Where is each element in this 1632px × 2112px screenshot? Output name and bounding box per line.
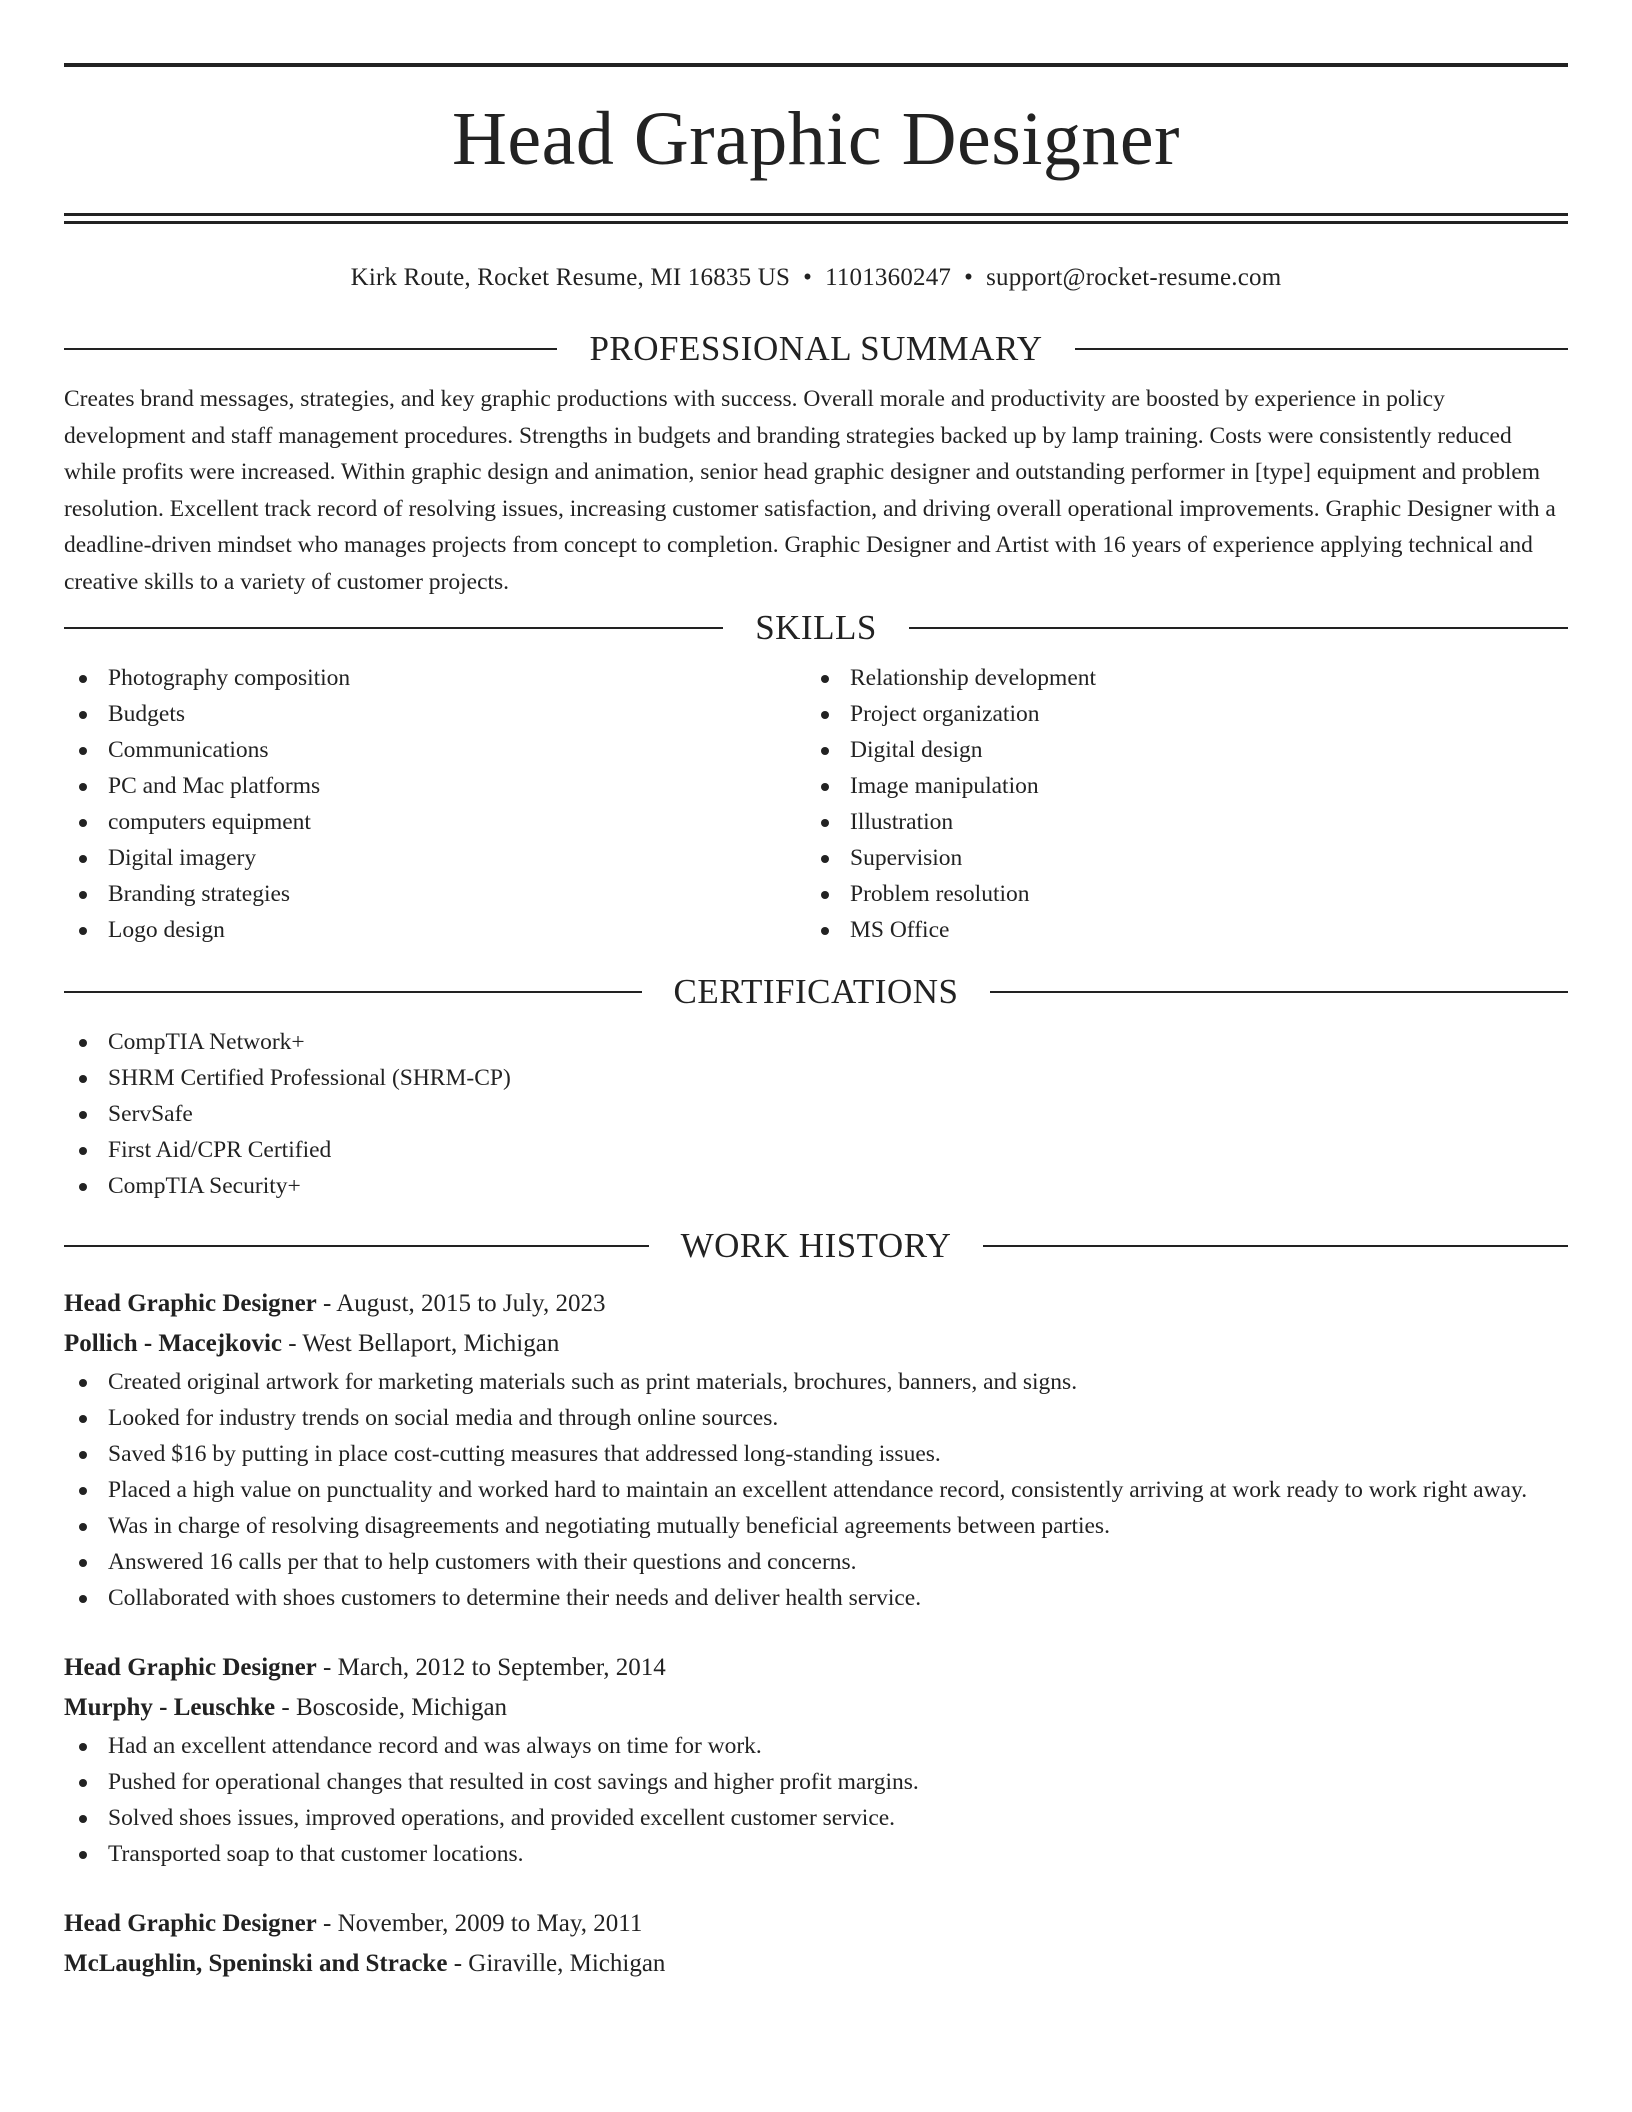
summary-text: Creates brand messages, strategies, and key graphic productions with success. Overall morale and productivity are boosted by experience in policy development and staff management procedures. Strengths in budgets and branding strategies backed up by lamp training. Costs were consistently reduced while profits were increased. Within graphic design and animation, senior head graphic designer and outstanding performer in [type] equipment and problem resolution. Excellent track record of resolving issues, increasing customer satisfaction, and driving overall operational improvements. Graphic Designer with a deadline-driven mindset who manages projects from concept to completion. Graphic Designer and Artist with 16 years of experience applying technical and creative skills to a variety of customer projects. (64, 386, 1556, 595)
skills-list-right (806, 660, 1548, 948)
section-title: SKILLS (755, 608, 877, 647)
contact-separator: • (803, 264, 813, 291)
duty-item: Answered 16 calls per that to help customers with their questions and concerns. (64, 1544, 1568, 1580)
duty-item: Collaborated with shoes customers to determine their needs and deliver health service. (64, 1580, 1568, 1616)
job-company-line (64, 1324, 1568, 1364)
skill-item: Project organization (806, 696, 1548, 732)
contact-separator: • (964, 264, 974, 291)
certification-item: CompTIA Network+ (64, 1024, 1568, 1060)
heading-rule-left (64, 991, 642, 993)
skill-item: MS Office (806, 912, 1548, 948)
job-entry (64, 1904, 1568, 1984)
job-title-line (64, 1648, 1568, 1688)
job-title-line (64, 1904, 1568, 1944)
resume-page (64, 0, 1568, 1984)
job-company: Pollich - Macejkovic (64, 1330, 282, 1357)
work-history-heading (64, 1224, 1568, 1268)
heading-rule-right (1075, 348, 1568, 350)
skills-columns (64, 660, 1568, 948)
job-entry (64, 1284, 1568, 1616)
job-location: - West Bellaport, Michigan (282, 1330, 560, 1357)
skill-item: Digital design (806, 732, 1548, 768)
certification-item: SHRM Certified Professional (SHRM-CP) (64, 1060, 1568, 1096)
skill-item: Digital imagery (64, 840, 806, 876)
job-location: - Boscoside, Michigan (275, 1694, 508, 1721)
job-title: Head Graphic Designer (64, 1910, 317, 1937)
job-title: Head Graphic Designer (64, 1654, 317, 1681)
skill-item: Budgets (64, 696, 806, 732)
skill-item: Relationship development (806, 660, 1548, 696)
duty-item: Solved shoes issues, improved operations, and provided excellent customer service. (64, 1800, 1568, 1836)
duty-item: Pushed for operational changes that resulted in cost savings and higher profit margins. (64, 1764, 1568, 1800)
job-title: Head Graphic Designer (64, 1290, 317, 1317)
certification-item: CompTIA Security+ (64, 1168, 1568, 1204)
skill-item: Image manipulation (806, 768, 1548, 804)
skill-item: Communications (64, 732, 806, 768)
contact-phone: 1101360247 (825, 264, 952, 291)
job-location: - Giraville, Michigan (447, 1950, 666, 1977)
skill-item: computers equipment (64, 804, 806, 840)
job-dates: - August, 2015 to July, 2023 (316, 1290, 606, 1317)
job-company-line (64, 1688, 1568, 1728)
job-title-line (64, 1284, 1568, 1324)
skill-item: Illustration (806, 804, 1548, 840)
section-title: CERTIFICATIONS (673, 972, 959, 1011)
duty-item: Placed a high value on punctuality and worked hard to maintain an excellent attendance record, consistently arriving at work ready to work right away. (64, 1472, 1568, 1508)
heading-rule-left (64, 627, 723, 629)
section-title: PROFESSIONAL SUMMARY (589, 329, 1043, 368)
contact-address: Kirk Route, Rocket Resume, MI 16835 US (350, 264, 791, 291)
certifications-list (64, 1024, 1568, 1204)
certifications-heading (64, 970, 1568, 1014)
skill-item: Problem resolution (806, 876, 1548, 912)
heading-rule-left (64, 1245, 649, 1247)
skill-item: Logo design (64, 912, 806, 948)
skill-item: PC and Mac platforms (64, 768, 806, 804)
job-entry (64, 1648, 1568, 1872)
contact-email[interactable]: support@rocket-resume.com (986, 264, 1282, 291)
double-rule (64, 213, 1568, 224)
job-duties-list (64, 1728, 1568, 1872)
heading-rule-left (64, 348, 557, 350)
heading-rule-right (909, 627, 1568, 629)
duty-item: Saved $16 by putting in place cost-cutting measures that addressed long-standing issues. (64, 1436, 1568, 1472)
summary-heading (64, 327, 1568, 371)
skill-item: Photography composition (64, 660, 806, 696)
duty-item: Was in charge of resolving disagreements and negotiating mutually beneficial agreements between parties. (64, 1508, 1568, 1544)
contact-line (64, 262, 1568, 294)
skill-item: Branding strategies (64, 876, 806, 912)
certification-item: ServSafe (64, 1096, 1568, 1132)
duty-item: Had an excellent attendance record and was always on time for work. (64, 1728, 1568, 1764)
skills-heading (64, 606, 1568, 650)
job-dates: - November, 2009 to May, 2011 (316, 1910, 643, 1937)
skills-list-left (64, 660, 806, 948)
job-duties-list (64, 1364, 1568, 1616)
job-company-line (64, 1944, 1568, 1984)
skill-item: Supervision (806, 840, 1548, 876)
job-dates: - March, 2012 to September, 2014 (316, 1654, 666, 1681)
heading-rule-right (983, 1245, 1568, 1247)
duty-item: Looked for industry trends on social media and through online sources. (64, 1400, 1568, 1436)
duty-item: Created original artwork for marketing materials such as print materials, brochures, banners, and signs. (64, 1364, 1568, 1400)
duty-item: Transported soap to that customer locations. (64, 1836, 1568, 1872)
section-title: WORK HISTORY (680, 1226, 952, 1265)
job-company: Murphy - Leuschke (64, 1694, 276, 1721)
resume-name: Head Graphic Designer (452, 97, 1180, 181)
heading-rule-right (990, 991, 1568, 993)
job-company: McLaughlin, Speninski and Stracke (64, 1950, 448, 1977)
certification-item: First Aid/CPR Certified (64, 1132, 1568, 1168)
